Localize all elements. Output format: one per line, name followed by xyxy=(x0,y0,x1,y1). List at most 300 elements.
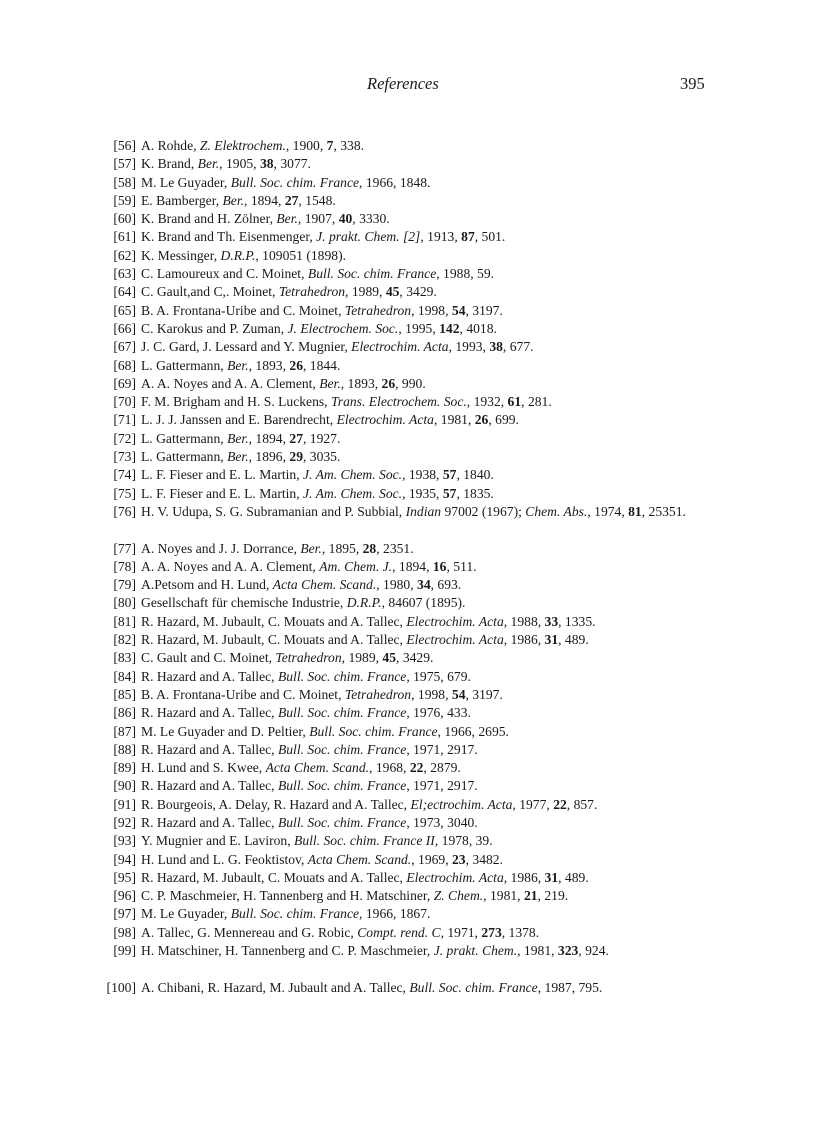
citation-text: , 1966, 2695. xyxy=(437,723,509,739)
journal-title: Ber. xyxy=(222,192,245,208)
citation-text: R. Hazard and A. Tallec, xyxy=(141,814,278,830)
volume-number: 27 xyxy=(284,192,299,208)
citation-text: C. Karokus and P. Zuman, xyxy=(141,320,288,336)
citation-text: K. Brand, xyxy=(141,156,198,172)
reference-entry xyxy=(0,814,816,832)
volume-number: 22 xyxy=(553,796,567,812)
reference-entry xyxy=(0,723,816,741)
reference-number: [84] xyxy=(113,668,136,684)
citation-text: , 1998, xyxy=(411,302,452,318)
citation-text: Y. Mugnier and E. Laviron, xyxy=(141,833,295,849)
citation-text: , 2351. xyxy=(376,540,414,556)
citation-text: , 1548. xyxy=(298,192,336,208)
citation-text: B. A. Frontana-Uribe and C. Moinet, xyxy=(141,302,345,318)
journal-title: Bull. Soc. chim. France xyxy=(230,906,360,922)
citation-text: R. Hazard, M. Jubault, C. Mouats and A. Tallec, xyxy=(141,869,407,885)
citation-text: A. A. Noyes and A. A. Clement, xyxy=(141,558,320,574)
volume-number: 28 xyxy=(362,540,377,556)
citation-text: , 3035. xyxy=(302,449,341,465)
reference-number: [61] xyxy=(113,229,136,245)
citation-text: M. Le Guyader and D. Peltier, xyxy=(141,723,310,739)
reference-entry xyxy=(0,979,816,997)
citation-text: , 1335. xyxy=(558,613,596,629)
citation-text: , 489. xyxy=(558,632,589,648)
citation-text: , 693. xyxy=(430,577,462,593)
citation-text: , 1844. xyxy=(302,357,341,373)
reference-citation xyxy=(141,924,741,942)
citation-text: R. Hazard, M. Jubault, C. Mouats and A. Tallec, xyxy=(141,613,407,629)
reference-entry xyxy=(0,576,816,594)
volume-number: 31 xyxy=(544,632,559,648)
journal-title: D.R.P. xyxy=(220,247,256,263)
citation-text: K. Brand and Th. Eisenmenger, xyxy=(141,229,317,245)
reference-entry xyxy=(0,265,816,283)
reference-entry xyxy=(0,192,816,210)
reference-citation xyxy=(141,887,741,905)
reference-citation xyxy=(141,247,741,265)
citation-text: H. Lund and L. G. Feoktistov, xyxy=(141,851,308,867)
volume-number: 54 xyxy=(451,686,466,702)
volume-number: 57 xyxy=(442,467,457,483)
reference-citation xyxy=(141,174,741,192)
reference-entry xyxy=(0,887,816,905)
volume-number: 61 xyxy=(507,394,522,410)
reference-citation xyxy=(141,942,741,960)
reference-citation xyxy=(141,228,741,246)
reference-number: [71] xyxy=(113,412,136,428)
citation-text: R. Hazard, M. Jubault, C. Mouats and A. Tallec, xyxy=(141,632,407,648)
citation-text: M. Le Guyader, xyxy=(141,174,231,190)
volume-number: 81 xyxy=(628,503,642,519)
reference-number: [78] xyxy=(113,558,136,574)
journal-title: Ber. xyxy=(227,357,249,373)
reference-entry xyxy=(0,796,816,814)
reference-citation xyxy=(141,192,741,210)
journal-title: Compt. rend. C xyxy=(357,924,441,940)
reference-entry xyxy=(0,137,816,155)
citation-text: L. F. Fieser and E. L. Martin, xyxy=(141,467,304,483)
citation-text: , 1968, xyxy=(369,760,410,776)
reference-entry xyxy=(0,613,816,631)
reference-citation xyxy=(141,448,741,466)
reference-number: [86] xyxy=(113,705,136,721)
reference-number: [77] xyxy=(113,540,136,556)
reference-entry xyxy=(0,741,816,759)
citation-text: , 501. xyxy=(474,229,506,245)
citation-text: , 1995, xyxy=(398,320,440,336)
citation-text: , 1835. xyxy=(456,485,494,501)
reference-citation xyxy=(141,338,741,356)
citation-text: B. A. Frontana-Uribe and C. Moinet, xyxy=(141,686,345,702)
reference-citation xyxy=(141,777,741,795)
journal-title: Z. Chem. xyxy=(433,888,484,904)
reference-citation xyxy=(141,869,741,887)
citation-text: L. Gattermann, xyxy=(141,430,228,446)
reference-entry xyxy=(0,558,816,576)
reference-number: [100] xyxy=(106,979,136,995)
citation-text: R. Hazard and A. Tallec, xyxy=(141,778,278,794)
journal-title: Am. Chem. J. xyxy=(319,558,393,574)
reference-number: [92] xyxy=(113,814,136,830)
journal-title: Indian xyxy=(405,503,442,519)
volume-number: 31 xyxy=(544,869,559,885)
reference-number: [56] xyxy=(113,138,136,153)
reference-entry xyxy=(0,375,816,393)
reference-citation xyxy=(141,540,741,558)
citation-text: R. Hazard and A. Tallec, xyxy=(141,741,278,757)
journal-title: Electrochim. Acta xyxy=(336,412,434,428)
journal-title: Acta Chem. Scand. xyxy=(265,760,370,776)
citation-text: , 84607 (1895). xyxy=(381,595,466,611)
reference-number: [90] xyxy=(113,778,136,794)
citation-text: C. Gault,and C,. Moinet, xyxy=(141,284,279,300)
citation-text: , 219. xyxy=(537,888,569,904)
citation-text: , 1905, xyxy=(219,156,260,172)
volume-number: 7 xyxy=(326,138,334,153)
journal-title: Ber. xyxy=(197,156,220,172)
reference-citation xyxy=(141,741,741,759)
reference-entry xyxy=(0,832,816,850)
reference-number: [60] xyxy=(113,211,136,227)
reference-number: [96] xyxy=(113,888,136,904)
citation-text: C. Lamoureux and C. Moinet, xyxy=(141,266,308,282)
citation-text: H. Lund and S. Kwee, xyxy=(141,760,266,776)
reference-citation xyxy=(141,466,741,484)
citation-text: , 1913, xyxy=(420,229,462,245)
reference-citation xyxy=(141,594,741,612)
reference-entry xyxy=(0,905,816,923)
citation-text: , 1971, 2917. xyxy=(406,741,478,757)
citation-text: , 281. xyxy=(521,394,552,410)
citation-text: , 3330. xyxy=(352,211,390,227)
reference-citation xyxy=(141,613,741,631)
reference-entry xyxy=(0,228,816,246)
journal-title: Z. Elektrochem. xyxy=(199,138,286,153)
reference-citation xyxy=(141,503,741,521)
reference-entry xyxy=(0,594,816,612)
volume-number: 26 xyxy=(474,412,489,428)
reference-number: [80] xyxy=(113,595,136,611)
citation-text: , 2879. xyxy=(423,760,461,776)
reference-entry xyxy=(0,430,816,448)
reference-entry xyxy=(0,174,816,192)
journal-title: Bull. Soc. chim. France xyxy=(409,979,538,995)
journal-title: Bull. Soc. chim. France xyxy=(277,705,407,721)
reference-citation xyxy=(141,137,741,155)
volume-number: 26 xyxy=(289,357,303,373)
reference-number: [72] xyxy=(113,430,136,446)
reference-entry xyxy=(0,668,816,686)
reference-citation xyxy=(141,265,741,283)
reference-citation xyxy=(141,649,741,667)
citation-text: , 924. xyxy=(578,943,609,959)
reference-number: [57] xyxy=(113,156,136,172)
journal-title: Bull. Soc. chim. France xyxy=(277,741,407,757)
citation-text: , 1989, xyxy=(341,650,383,666)
citation-text: , 109051 (1898). xyxy=(255,247,346,263)
running-title: References xyxy=(367,74,439,93)
reference-citation xyxy=(141,832,741,850)
citation-text: , 1893, xyxy=(340,375,382,391)
reference-entry xyxy=(0,686,816,704)
journal-title: Electrochim. Acta xyxy=(351,339,449,355)
reference-number: [69] xyxy=(113,375,136,391)
citation-text: , 1966, 1848. xyxy=(359,174,431,190)
reference-citation xyxy=(141,851,741,869)
citation-text: , 1840. xyxy=(456,467,494,483)
citation-text: J. C. Gard, J. Lessard and Y. Mugnier, xyxy=(141,339,352,355)
citation-text: , 1989, xyxy=(345,284,386,300)
reference-number: [99] xyxy=(113,943,136,959)
reference-entry xyxy=(0,466,816,484)
reference-citation xyxy=(141,375,741,393)
reference-number: [58] xyxy=(113,174,136,190)
citation-text: A. Tallec, G. Mennereau and G. Robic, xyxy=(141,924,358,940)
citation-text: , 1974, xyxy=(587,503,629,519)
reference-number: [89] xyxy=(113,760,136,776)
citation-text: , 1927. xyxy=(302,430,341,446)
volume-number: 45 xyxy=(385,284,400,300)
citation-text: , 1896, xyxy=(248,449,290,465)
citation-text: , 1971, 2917. xyxy=(406,778,478,794)
journal-title: Trans. Electrochem. Soc. xyxy=(330,394,467,410)
citation-text: , 3197. xyxy=(465,302,503,318)
journal-title: Tetrahedron xyxy=(275,650,342,666)
citation-text: , 1973, 3040. xyxy=(406,814,478,830)
reference-entry xyxy=(0,924,816,942)
reference-number: [68] xyxy=(113,357,136,373)
reference-number: [70] xyxy=(113,394,136,410)
volume-number: 87 xyxy=(461,229,475,245)
volume-number: 33 xyxy=(544,613,559,629)
citation-text: , 1976, 433. xyxy=(406,705,471,721)
citation-text: L. F. Fieser and E. L. Martin, xyxy=(141,485,304,501)
reference-entry xyxy=(0,411,816,429)
reference-number: [81] xyxy=(113,613,136,629)
citation-text: , 1907, xyxy=(297,211,339,227)
journal-title: J. Am. Chem. Soc. xyxy=(303,485,403,501)
reference-entry xyxy=(0,357,816,375)
citation-text: R. Hazard and A. Tallec, xyxy=(141,668,278,684)
reference-citation xyxy=(141,302,741,320)
reference-number: [82] xyxy=(113,632,136,648)
reference-citation xyxy=(141,485,741,503)
reference-entry xyxy=(0,631,816,649)
volume-number: 27 xyxy=(289,430,303,446)
reference-number: [83] xyxy=(113,650,136,666)
reference-number: [59] xyxy=(113,192,136,208)
citation-text: C. Gault and C. Moinet, xyxy=(141,650,276,666)
reference-entry xyxy=(0,759,816,777)
reference-number: [94] xyxy=(113,851,136,867)
reference-entry xyxy=(0,302,816,320)
citation-text: , 677. xyxy=(502,339,534,355)
volume-number: 142 xyxy=(439,320,460,336)
reference-citation xyxy=(141,704,741,722)
reference-number: [73] xyxy=(113,449,136,465)
reference-list xyxy=(0,137,816,997)
reference-number: [74] xyxy=(113,467,136,483)
journal-title: D.R.P. xyxy=(346,595,382,611)
citation-text: C. P. Maschmeier, H. Tannenberg and H. Matschiner, xyxy=(141,888,434,904)
reference-citation xyxy=(141,283,741,301)
citation-text: , 699. xyxy=(488,412,519,428)
volume-number: 40 xyxy=(338,211,353,227)
citation-text: E. Bamberger, xyxy=(141,192,223,208)
journal-title: El;ectrochim. Acta xyxy=(410,796,513,812)
journal-title: Ber. xyxy=(227,430,249,446)
citation-text: H. V. Udupa, S. G. Subramanian and P. Subbial, xyxy=(141,503,406,519)
journal-title: Bull. Soc. chim. France xyxy=(230,174,360,190)
reference-citation xyxy=(141,430,741,448)
volume-number: 23 xyxy=(452,851,466,867)
citation-text: , 3077. xyxy=(273,156,311,172)
reference-entry xyxy=(0,942,816,979)
journal-title: J. prakt. Chem. xyxy=(433,943,518,959)
journal-title: J. Am. Chem. Soc. xyxy=(303,467,403,483)
journal-title: Bull. Soc. chim. France II xyxy=(294,833,435,849)
reference-entry xyxy=(0,338,816,356)
reference-number: [91] xyxy=(113,796,136,812)
citation-text: K. Messinger, xyxy=(141,247,221,263)
citation-text: H. Matschiner, H. Tannenberg and C. P. Maschmeier, xyxy=(141,943,434,959)
journal-title: J. Electrochem. Soc. xyxy=(287,320,399,336)
reference-entry xyxy=(0,320,816,338)
volume-number: 26 xyxy=(381,375,396,391)
reference-citation xyxy=(141,979,741,997)
citation-text: , 1981, xyxy=(517,943,558,959)
citation-text: F. M. Brigham and H. S. Luckens, xyxy=(141,394,331,410)
citation-text: , 1993, xyxy=(448,339,490,355)
reference-number: [63] xyxy=(113,266,136,282)
citation-text: , 1966, 1867. xyxy=(359,906,431,922)
volume-number: 22 xyxy=(409,760,424,776)
citation-text: , 25351. xyxy=(641,503,686,519)
volume-number: 38 xyxy=(489,339,503,355)
citation-text: , 511. xyxy=(446,558,477,574)
citation-text: , 4018. xyxy=(459,320,497,336)
reference-entry xyxy=(0,851,816,869)
reference-citation xyxy=(141,320,741,338)
reference-citation xyxy=(141,558,741,576)
citation-text: , 1895, xyxy=(321,540,363,556)
volume-number: 45 xyxy=(382,650,397,666)
journal-title: Electrochim. Acta xyxy=(406,632,504,648)
reference-entry xyxy=(0,777,816,795)
citation-text: R. Hazard and A. Tallec, xyxy=(141,705,278,721)
reference-citation xyxy=(141,576,741,594)
citation-text: A. Chibani, R. Hazard, M. Jubault and A. Tallec, xyxy=(141,979,410,995)
citation-text: , 1894, xyxy=(248,430,290,446)
reference-citation xyxy=(141,393,741,411)
reference-number: [76] xyxy=(113,503,136,519)
reference-number: [66] xyxy=(113,320,136,336)
citation-text: , 3429. xyxy=(399,284,437,300)
citation-text: , 990. xyxy=(395,375,426,391)
volume-number: 54 xyxy=(451,302,466,318)
journal-title: Bull. Soc. chim. France xyxy=(277,814,407,830)
citation-text: , 1969, xyxy=(411,851,452,867)
reference-citation xyxy=(141,723,741,741)
citation-text: K. Brand and H. Zölner, xyxy=(141,211,277,227)
journal-title: Acta Chem. Scand. xyxy=(272,577,377,593)
reference-number: [64] xyxy=(113,284,136,300)
volume-number: 273 xyxy=(481,924,502,940)
reference-entry xyxy=(0,210,816,228)
journal-title: Bull. Soc. chim. France xyxy=(277,668,407,684)
citation-text: , 1932, xyxy=(466,394,508,410)
citation-text: A.Petsom and H. Lund, xyxy=(141,577,273,593)
citation-text: 97002 (1967); xyxy=(441,503,526,519)
reference-citation xyxy=(141,759,741,777)
reference-citation xyxy=(141,796,741,814)
reference-number: [97] xyxy=(113,906,136,922)
journal-title: Electrochim. Acta xyxy=(406,613,504,629)
citation-text: , 1981, xyxy=(433,412,475,428)
running-head xyxy=(0,74,816,96)
journal-title: Ber. xyxy=(319,375,341,391)
citation-text: , 1900, xyxy=(285,138,327,153)
citation-text: , 1988, 59. xyxy=(436,266,495,282)
reference-entry xyxy=(0,649,816,667)
volume-number: 16 xyxy=(432,558,447,574)
reference-citation xyxy=(141,631,741,649)
reference-entry xyxy=(0,540,816,558)
reference-number: [98] xyxy=(113,924,136,940)
reference-citation xyxy=(141,814,741,832)
citation-text: , 1938, xyxy=(402,467,443,483)
citation-text: A. A. Noyes and A. A. Clement, xyxy=(141,375,320,391)
journal-title: Ber. xyxy=(227,449,249,465)
volume-number: 38 xyxy=(259,156,274,172)
reference-entry xyxy=(0,869,816,887)
journal-title: Bull. Soc. chim. France xyxy=(277,778,407,794)
citation-text: , 1986, xyxy=(503,869,545,885)
citation-text: , 1987, 795. xyxy=(537,979,603,995)
reference-citation xyxy=(141,668,741,686)
citation-text: , 1894, xyxy=(392,558,433,574)
citation-text: , 1977, xyxy=(512,796,554,812)
citation-text: R. Bourgeois, A. Delay, R. Hazard and A. Tallec, xyxy=(141,796,411,812)
citation-text: L. Gattermann, xyxy=(141,449,228,465)
journal-title: Bull. Soc. chim. France xyxy=(307,266,437,282)
reference-citation xyxy=(141,411,741,429)
reference-number: [88] xyxy=(113,741,136,757)
citation-text: , 3482. xyxy=(465,851,503,867)
citation-text: , 338. xyxy=(333,138,365,153)
volume-number: 29 xyxy=(289,449,303,465)
reference-number: [62] xyxy=(113,247,136,263)
citation-text: , 1975, 679. xyxy=(406,668,471,684)
citation-text: , 1986, xyxy=(503,632,545,648)
citation-text: , 857. xyxy=(566,796,598,812)
journal-title: J. prakt. Chem. [2] xyxy=(316,229,421,245)
reference-entry xyxy=(0,704,816,722)
reference-number: [87] xyxy=(113,723,136,739)
citation-text: , 1980, xyxy=(376,577,418,593)
citation-text: , 1893, xyxy=(248,357,290,373)
journal-title: Bull. Soc. chim. France xyxy=(309,723,438,739)
citation-text: , 1998, xyxy=(411,686,452,702)
citation-text: , 1935, xyxy=(402,485,443,501)
reference-entry xyxy=(0,485,816,503)
citation-text: , 489. xyxy=(558,869,589,885)
reference-entry xyxy=(0,283,816,301)
reference-entry xyxy=(0,247,816,265)
citation-text: Gesellschaft für chemische Industrie, xyxy=(141,595,347,611)
reference-number: [67] xyxy=(113,339,136,355)
citation-text: , 1978, 39. xyxy=(434,833,493,849)
